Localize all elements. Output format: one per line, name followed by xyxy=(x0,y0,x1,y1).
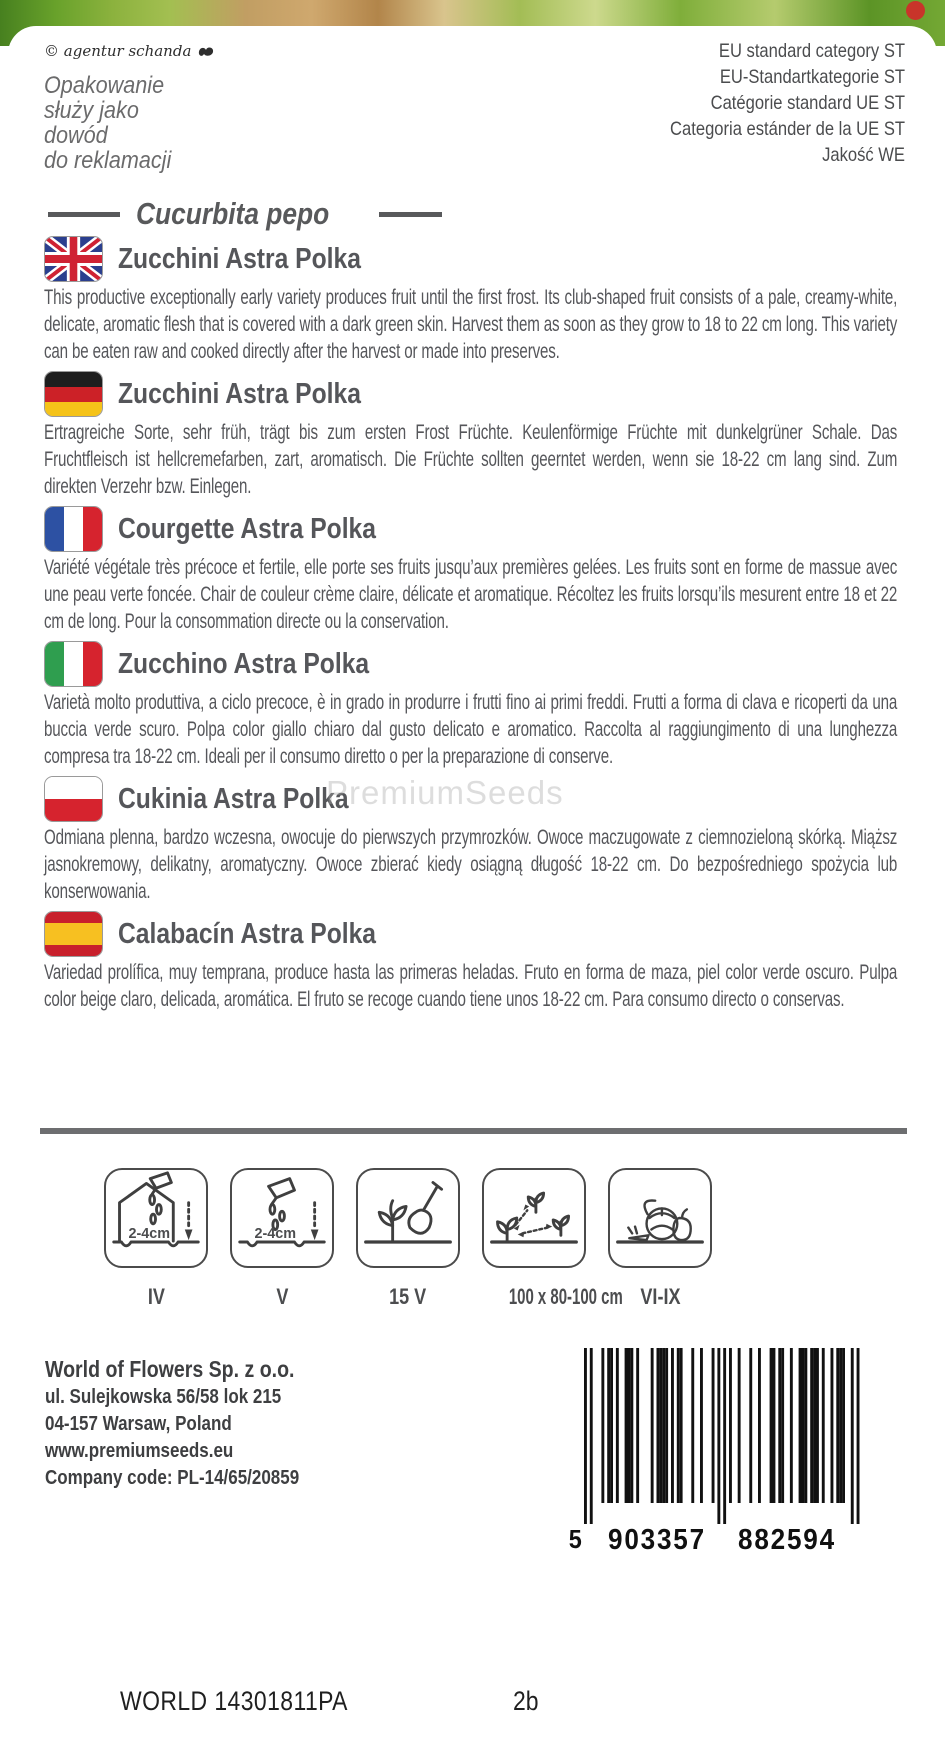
company-block xyxy=(45,1354,344,1492)
latin-name-row xyxy=(48,196,442,232)
flag-germany-icon xyxy=(44,371,103,417)
section-text: Varietà molto produttiva, a ciclo precoce, è in grado in produrre i frutti fino ai primi freddi. Frutti a forma di clava e ricoperti da una buccia verde scuro. Polpa color giallo chiaro dal gusto delicato e aromatico. Raccolta al raggiungimento di una lunghezza compresa tra 18-22 cm. Ideali per il consumo diretto o per la preparazione di conserve. xyxy=(44,691,898,768)
eu-standard-line: EU-Standartkategorie ST xyxy=(719,66,905,88)
rule-line xyxy=(379,212,442,217)
section-text: Variedad prolífica, muy temprana, produce hasta las primeras heladas. Fruto en forma de maza, piel color verde oscuro. Pulpa color beige claro, delicada, aromática. El fruto se recoge cuando tiene unos 18-22 cm. Para consumo directo o conservas. xyxy=(44,961,898,1011)
section-heading: Courgette Astra Polka xyxy=(118,512,376,545)
section-en xyxy=(44,236,897,365)
company-website: www.premiumseeds.eu xyxy=(45,1440,234,1462)
eu-standard-line: Categoria estánder de la UE ST xyxy=(670,118,905,140)
section-it xyxy=(44,641,897,770)
flag-italy-icon xyxy=(44,641,103,687)
section-heading: Zucchini Astra Polka xyxy=(118,377,361,410)
packet-variant-code: 2b xyxy=(513,1686,539,1716)
eu-standard-line: Jakość WE xyxy=(822,144,905,166)
pictogram-label: IV xyxy=(147,1284,165,1309)
plant-out-icon xyxy=(358,1170,458,1266)
pictogram-harvest xyxy=(608,1168,712,1310)
section-text: Variété végétale très précoce et fertile, elle porte ses fruits jusqu’aux premières gelées. Les fruits sont en forme de massue avec une peau verte foncée. Chair de couleur crème claire, délicate et aromatique. Récoltez les fruits lorsqu’ils mesurent entre 18 et 22 cm de long. Pour la consommation directe ou la conservation. xyxy=(44,556,898,633)
section-heading: Zucchino Astra Polka xyxy=(118,647,370,680)
agentur-schanda-logo-icon xyxy=(197,44,217,58)
harvest-icon xyxy=(610,1170,710,1266)
flag-poland-icon xyxy=(44,776,103,822)
pictogram-plant-out xyxy=(356,1168,460,1310)
top-left-block xyxy=(44,42,217,173)
barcode-digits-left: 903357 xyxy=(608,1524,706,1556)
pictogram-sow-under-cover xyxy=(104,1168,208,1310)
claim-line: służy jako xyxy=(44,97,139,124)
company-code: Company code: PL-14/65/20859 xyxy=(45,1467,300,1489)
section-heading: Calabacín Astra Polka xyxy=(118,917,377,950)
section-text: Odmiana plenna, bardzo wczesna, owocuje do pierwszych przymrozków. Owoce maczugowate z ciemnozieloną skórką. Miąższ jasnokremowy, delikatny, aromatyczny. Owoce zbierać kiedy osiągną długość 18-22 cm. Do bezpośredniego spożycia lub konserwowania. xyxy=(44,826,898,903)
language-sections xyxy=(44,236,897,1019)
pictogram-sow-outdoors xyxy=(230,1168,334,1310)
seed-packet-back-panel xyxy=(8,26,937,1760)
claim-line: do reklamacji xyxy=(44,147,172,174)
pictogram-spacing xyxy=(482,1168,623,1310)
section-es xyxy=(44,911,897,1013)
pictogram-label: V xyxy=(275,1284,289,1309)
company-address-line: ul. Sulejkowska 56/58 lok 215 xyxy=(45,1386,282,1408)
rule-line xyxy=(48,212,120,217)
ean13-barcode xyxy=(568,1348,878,1578)
section-text: Ertragreiche Sorte, sehr früh, trägt bis zum ersten Frost Früchte. Keulenförmige Früchte mit dunkelgrüner Schale. Das Fruchtfleisch ist hellcremefarben, zart, aromatisch. Die Früchte sollten geerntet werden, wenn sie 18-22 cm lang sind. Zum direkten Verzehr bzw. Einlegen. xyxy=(44,421,898,498)
barcode-digit-first: 5 xyxy=(568,1524,582,1554)
section-heading: Zucchini Astra Polka xyxy=(118,242,361,275)
sow-outdoors-icon xyxy=(232,1170,332,1266)
copyright-text: © agentur schanda xyxy=(44,42,192,60)
pictogram-label: VI-IX xyxy=(639,1284,681,1309)
barcode-digits-right: 882594 xyxy=(738,1524,836,1556)
pictogram-label: 100 x 80-100 cm xyxy=(508,1284,623,1309)
eu-standard-line: EU standard category ST xyxy=(718,40,905,62)
packaging-claim xyxy=(44,73,217,173)
eu-standard-block xyxy=(475,38,905,168)
copyright-line xyxy=(44,42,217,60)
section-fr xyxy=(44,506,897,635)
premiumseeds-watermark: PremiumSeeds xyxy=(326,774,564,811)
section-de xyxy=(44,371,897,500)
flag-united-kingdom-icon xyxy=(44,236,103,282)
company-name: World of Flowers Sp. z o.o. xyxy=(45,1356,295,1382)
latin-name: Cucurbita pepo xyxy=(136,196,330,231)
claim-line: Opakowanie xyxy=(44,72,165,99)
sow-depth-label: 2-4cm xyxy=(254,1226,297,1243)
eu-standard-line: Catégorie standard UE ST xyxy=(710,92,905,114)
section-text: This productive exceptionally early variety produces fruit until the first frost. Its club-shaped fruit consists of a pale, creamy-white, delicate, aromatic flesh that is covered with a dark green skin. Harvest them as soon as they grow to 18 to 22 cm long. This variety can be eaten raw and cooked directly after the harvest or made into preserves. xyxy=(44,286,898,363)
sow-under-cover-icon xyxy=(106,1170,206,1266)
claim-line: dowód xyxy=(44,122,108,149)
section-heading: Cukinia Astra Polka xyxy=(118,782,349,815)
sow-depth-label: 2-4cm xyxy=(128,1226,171,1243)
flag-spain-icon xyxy=(44,911,103,957)
pictogram-label: 15 V xyxy=(389,1284,427,1309)
cultivation-pictograms xyxy=(104,1168,712,1310)
barcode-bars xyxy=(568,1348,868,1526)
batch-code: WORLD 14301811PA xyxy=(120,1686,348,1716)
plant-spacing-icon xyxy=(484,1170,584,1266)
flag-france-icon xyxy=(44,506,103,552)
company-address-line: 04-157 Warsaw, Poland xyxy=(45,1413,232,1435)
section-divider xyxy=(40,1128,907,1134)
